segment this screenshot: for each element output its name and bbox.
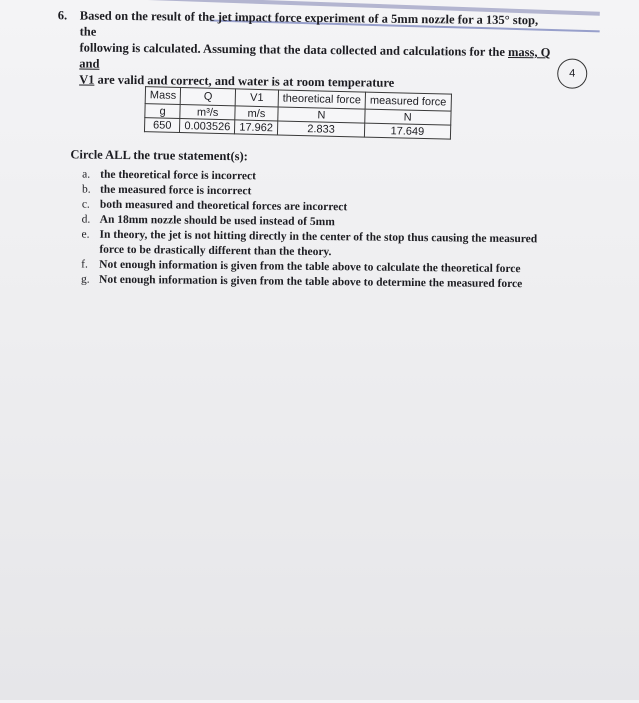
option-text: the theoretical force is incorrect xyxy=(100,168,257,183)
table-unit-cell: m/s xyxy=(235,106,278,121)
table-unit-cell: N xyxy=(365,109,451,125)
option-text: Not enough information is given from the table above to calculate the theoretical force xyxy=(99,258,521,276)
question-underlined-mass-q: mass, Q and xyxy=(79,44,551,71)
question-line-2 xyxy=(79,39,557,76)
table-unit-cell: g xyxy=(145,104,181,119)
option-text: the measured force is incorrect xyxy=(99,183,252,198)
table-value-cell: 650 xyxy=(144,118,180,133)
option-text: both measured and theoretical forces are incorrect xyxy=(99,198,348,214)
table-header-cell: measured force xyxy=(365,92,451,111)
option-text: An 18mm nozzle should be used instead of 5mm xyxy=(99,213,335,229)
table-header-cell: V1 xyxy=(235,89,278,107)
marks-circle: 4 xyxy=(557,58,587,88)
options-list xyxy=(81,168,562,293)
option-text: In theory, the jet is not hitting directly in the center of the stop thus causing the measured force to be drastically different than the theory. xyxy=(99,228,538,259)
table-header-cell: Mass xyxy=(145,87,181,105)
table-header-cell: Q xyxy=(180,88,235,106)
table-unit-cell: N xyxy=(278,107,366,123)
question-line-1: Based on the result of the jet impact force experiment of a 5mm nozzle for a 135° stop, the xyxy=(79,8,539,39)
option-letter: b. xyxy=(81,183,91,196)
table-value-cell: 17.962 xyxy=(235,120,278,135)
option-letter: g. xyxy=(80,273,90,286)
table-value-cell: 17.649 xyxy=(365,123,451,139)
table-unit-cell: m³/s xyxy=(180,105,235,120)
option-letter: d. xyxy=(81,213,91,226)
statements-heading: Circle ALL the true statement(s): xyxy=(70,147,248,164)
option-text: Not enough information is given from the table above to determine the measured force xyxy=(98,273,523,291)
option-letter: e. xyxy=(81,228,90,241)
option-letter: f. xyxy=(81,258,88,271)
table-header-cell: theoretical force xyxy=(278,90,366,109)
question-text xyxy=(79,7,558,92)
question-line-3-text: are valid and correct, and water is at room temperature xyxy=(97,72,395,90)
question-underlined-v1: V1 xyxy=(79,72,95,87)
option-letter: c. xyxy=(81,198,90,211)
table-value-cell: 2.833 xyxy=(277,121,365,137)
question-number: 6. xyxy=(57,8,68,23)
question-line-2-text: following is calculated. Assuming that the data collected and calculations for the xyxy=(79,40,506,59)
option-letter: a. xyxy=(82,168,91,181)
data-table xyxy=(144,86,452,139)
table-value-cell: 0.003526 xyxy=(180,119,235,134)
